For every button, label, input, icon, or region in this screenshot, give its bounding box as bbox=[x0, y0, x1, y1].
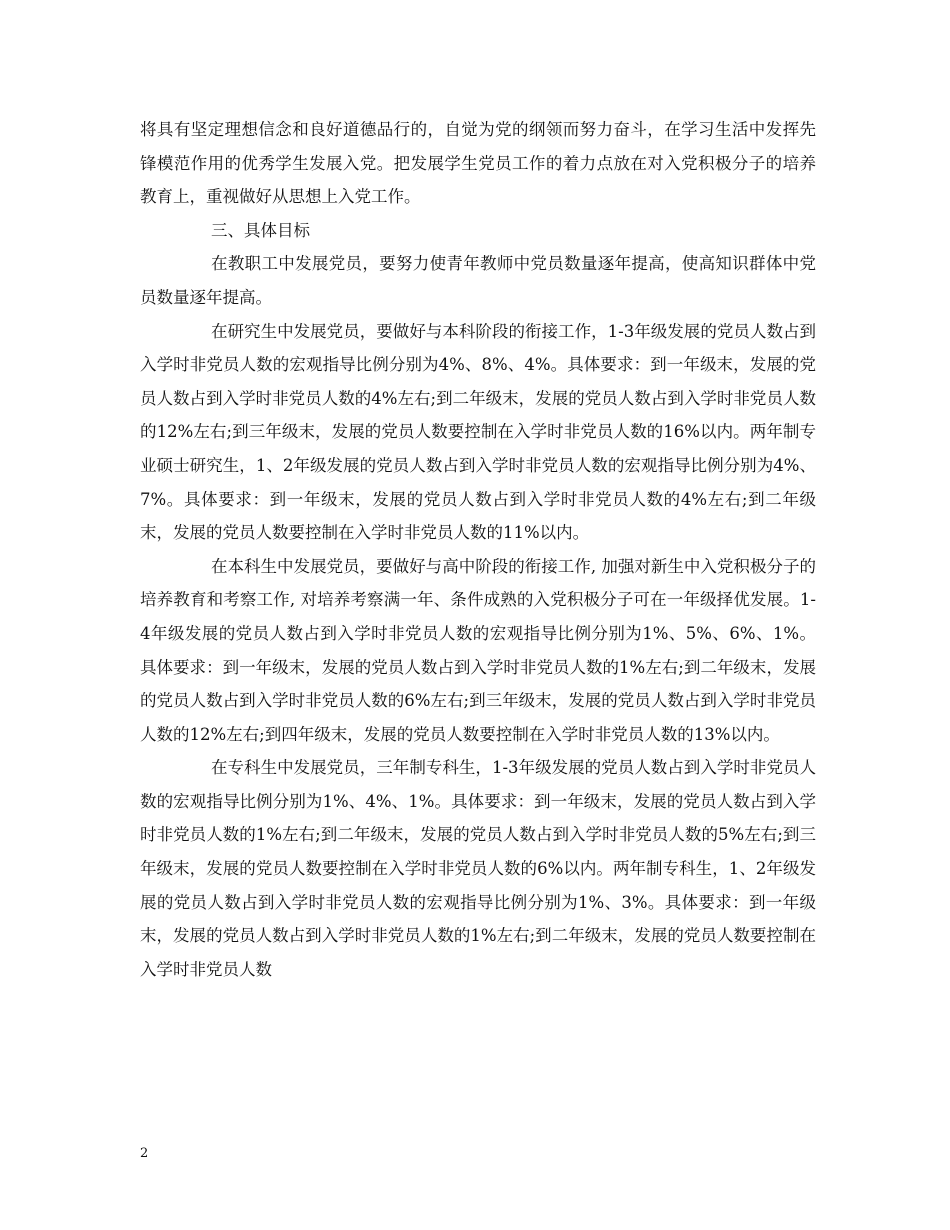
paragraph-junior-college: 在专科生中发展党员，三年制专科生，1-3年级发展的党员人数占到入学时非党员人数的宏观指导比例分别为1%、4%、1%。具体要求：到一年级末，发展的党员人数占到入学时非党员人数的1%左右;到二年级末，发展的党员人数占到入学时非党员人数的5%左右;到三年级末，发展的党员人数要控制在入学时非党员人数的6%以内。两年制专科生，1、2年级发展的党员人数占到入学时非党员人数的宏观指导比例分别为1%、3%。具体要求：到一年级末，发展的党员人数占到入学时非党员人数的1%左右;到二年级末，发展的党员人数要控制在入学时非党员人数 bbox=[140, 758, 816, 979]
page-number: 2 bbox=[140, 1146, 149, 1161]
paragraph-faculty: 在教职工中发展党员，要努力使青年教师中党员数量逐年提高，使高知识群体中党员数量逐年提高。 bbox=[140, 254, 816, 307]
paragraph-graduate: 在研究生中发展党员，要做好与本科阶段的衔接工作，1-3年级发展的党员人数占到入学时非党员人数的宏观指导比例分别为4%、8%、4%。具体要求：到一年级末，发展的党员人数占到入学时非党员人数的4%左右;到二年级末，发展的党员人数占到入学时非党员人数的12%左右;到三年级末，发展的党员人数要控制在入学时非党员人数的16%以内。两年制专业硕士研究生，1、2年级发展的党员人数占到入学时非党员人数的宏观指导比例分别为4%、7%。具体要求：到一年级末，发展的党员人数占到入学时非党员人数的4%左右;到二年级末，发展的党员人数要控制在入学时非党员人数的11%以内。 bbox=[140, 321, 816, 543]
paragraph-undergraduate: 在本科生中发展党员，要做好与高中阶段的衔接工作, 加强对新生中入党积极分子的培养教育和考察工作, 对培养考察满一年、条件成熟的入党积极分子可在一年级择优发展。1-4年级发展的党员人数占到入学时非党员人数的宏观指导比例分别为1%、5%、6%、1%。具体要求：到一年级末，发展的党员人数占到入学时非党员人数的1%左右;到二年级末，发展的党员人数占到入学时非党员人数的6%左右;到三年级末，发展的党员人数占到入学时非党员人数的12%左右;到四年级末，发展的党员人数要控制在入学时非党员人数的13%以内。 bbox=[140, 556, 816, 744]
paragraph-continuation: 将具有坚定理想信念和良好道德品行的，自觉为党的纲领而努力奋斗，在学习生活中发挥先锋模范作用的优秀学生发展入党。把发展学生党员工作的着力点放在对入党积极分子的培养教育上，重视做好从思想上入党工作。 bbox=[140, 120, 816, 207]
section-heading: 三、具体目标 bbox=[211, 220, 310, 240]
document-body bbox=[140, 113, 816, 986]
